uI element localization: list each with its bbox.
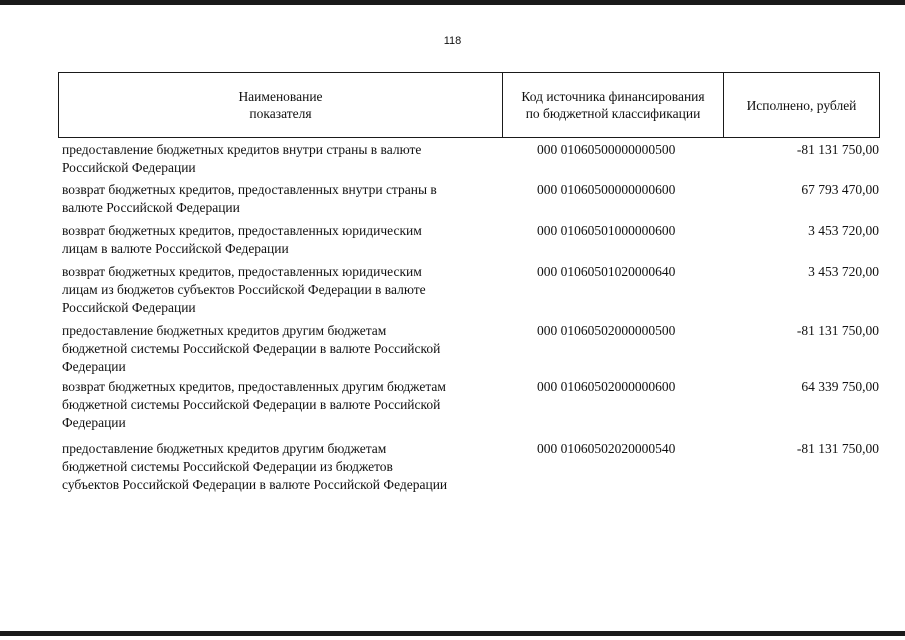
row-name: предоставление бюджетных кредитов внутри страны в валюте Российской Федерации xyxy=(62,142,422,175)
header-code: Код источника финансирования по бюджетной классификации xyxy=(521,89,705,121)
row-amount: 3 453 720,00 xyxy=(808,264,879,279)
header-name: Наименование показателя xyxy=(238,89,323,121)
row-name: предоставление бюджетных кредитов другим бюджетам бюджетной системы Российской Федерации из бюджетов субъектов Российской Федерации в валюте Российской Федерации xyxy=(62,441,448,492)
table-header xyxy=(58,72,880,138)
top-border-rule xyxy=(0,0,905,5)
row-code: 000 01060502020000540 xyxy=(537,441,676,456)
row-amount: 3 453 720,00 xyxy=(808,223,879,238)
row-amount: -81 131 750,00 xyxy=(796,142,879,157)
row-name: возврат бюджетных кредитов, предоставленных другим бюджетам бюджетной системы Российской Федерации в валюте Российской Федерации xyxy=(62,379,446,430)
row-code: 000 01060500000000600 xyxy=(537,182,676,197)
row-code: 000 01060502000000600 xyxy=(537,379,676,394)
row-amount: -81 131 750,00 xyxy=(796,441,879,456)
row-amount: -81 131 750,00 xyxy=(796,323,879,338)
row-name: предоставление бюджетных кредитов другим бюджетам бюджетной системы Российской Федерации в валюте Российской Федерации xyxy=(62,323,441,374)
row-name: возврат бюджетных кредитов, предоставленных внутри страны в валюте Российской Федерации xyxy=(62,182,437,215)
page-number: 118 xyxy=(443,35,462,47)
header-amount: Исполнено, рублей xyxy=(746,97,857,113)
row-code: 000 01060502000000500 xyxy=(537,323,676,338)
row-name: возврат бюджетных кредитов, предоставленных юридическим лицам в валюте Российской Федерации xyxy=(62,223,422,256)
row-amount: 64 339 750,00 xyxy=(801,379,879,394)
row-amount: 67 793 470,00 xyxy=(801,182,879,197)
row-code: 000 01060500000000500 xyxy=(537,142,676,157)
row-code: 000 01060501000000600 xyxy=(537,223,676,238)
row-code: 000 01060501020000640 xyxy=(537,264,676,279)
bottom-border-rule xyxy=(0,631,905,636)
row-name: возврат бюджетных кредитов, предоставленных юридическим лицам из бюджетов субъектов Российской Федерации в валюте Российской Федерации xyxy=(62,264,426,315)
